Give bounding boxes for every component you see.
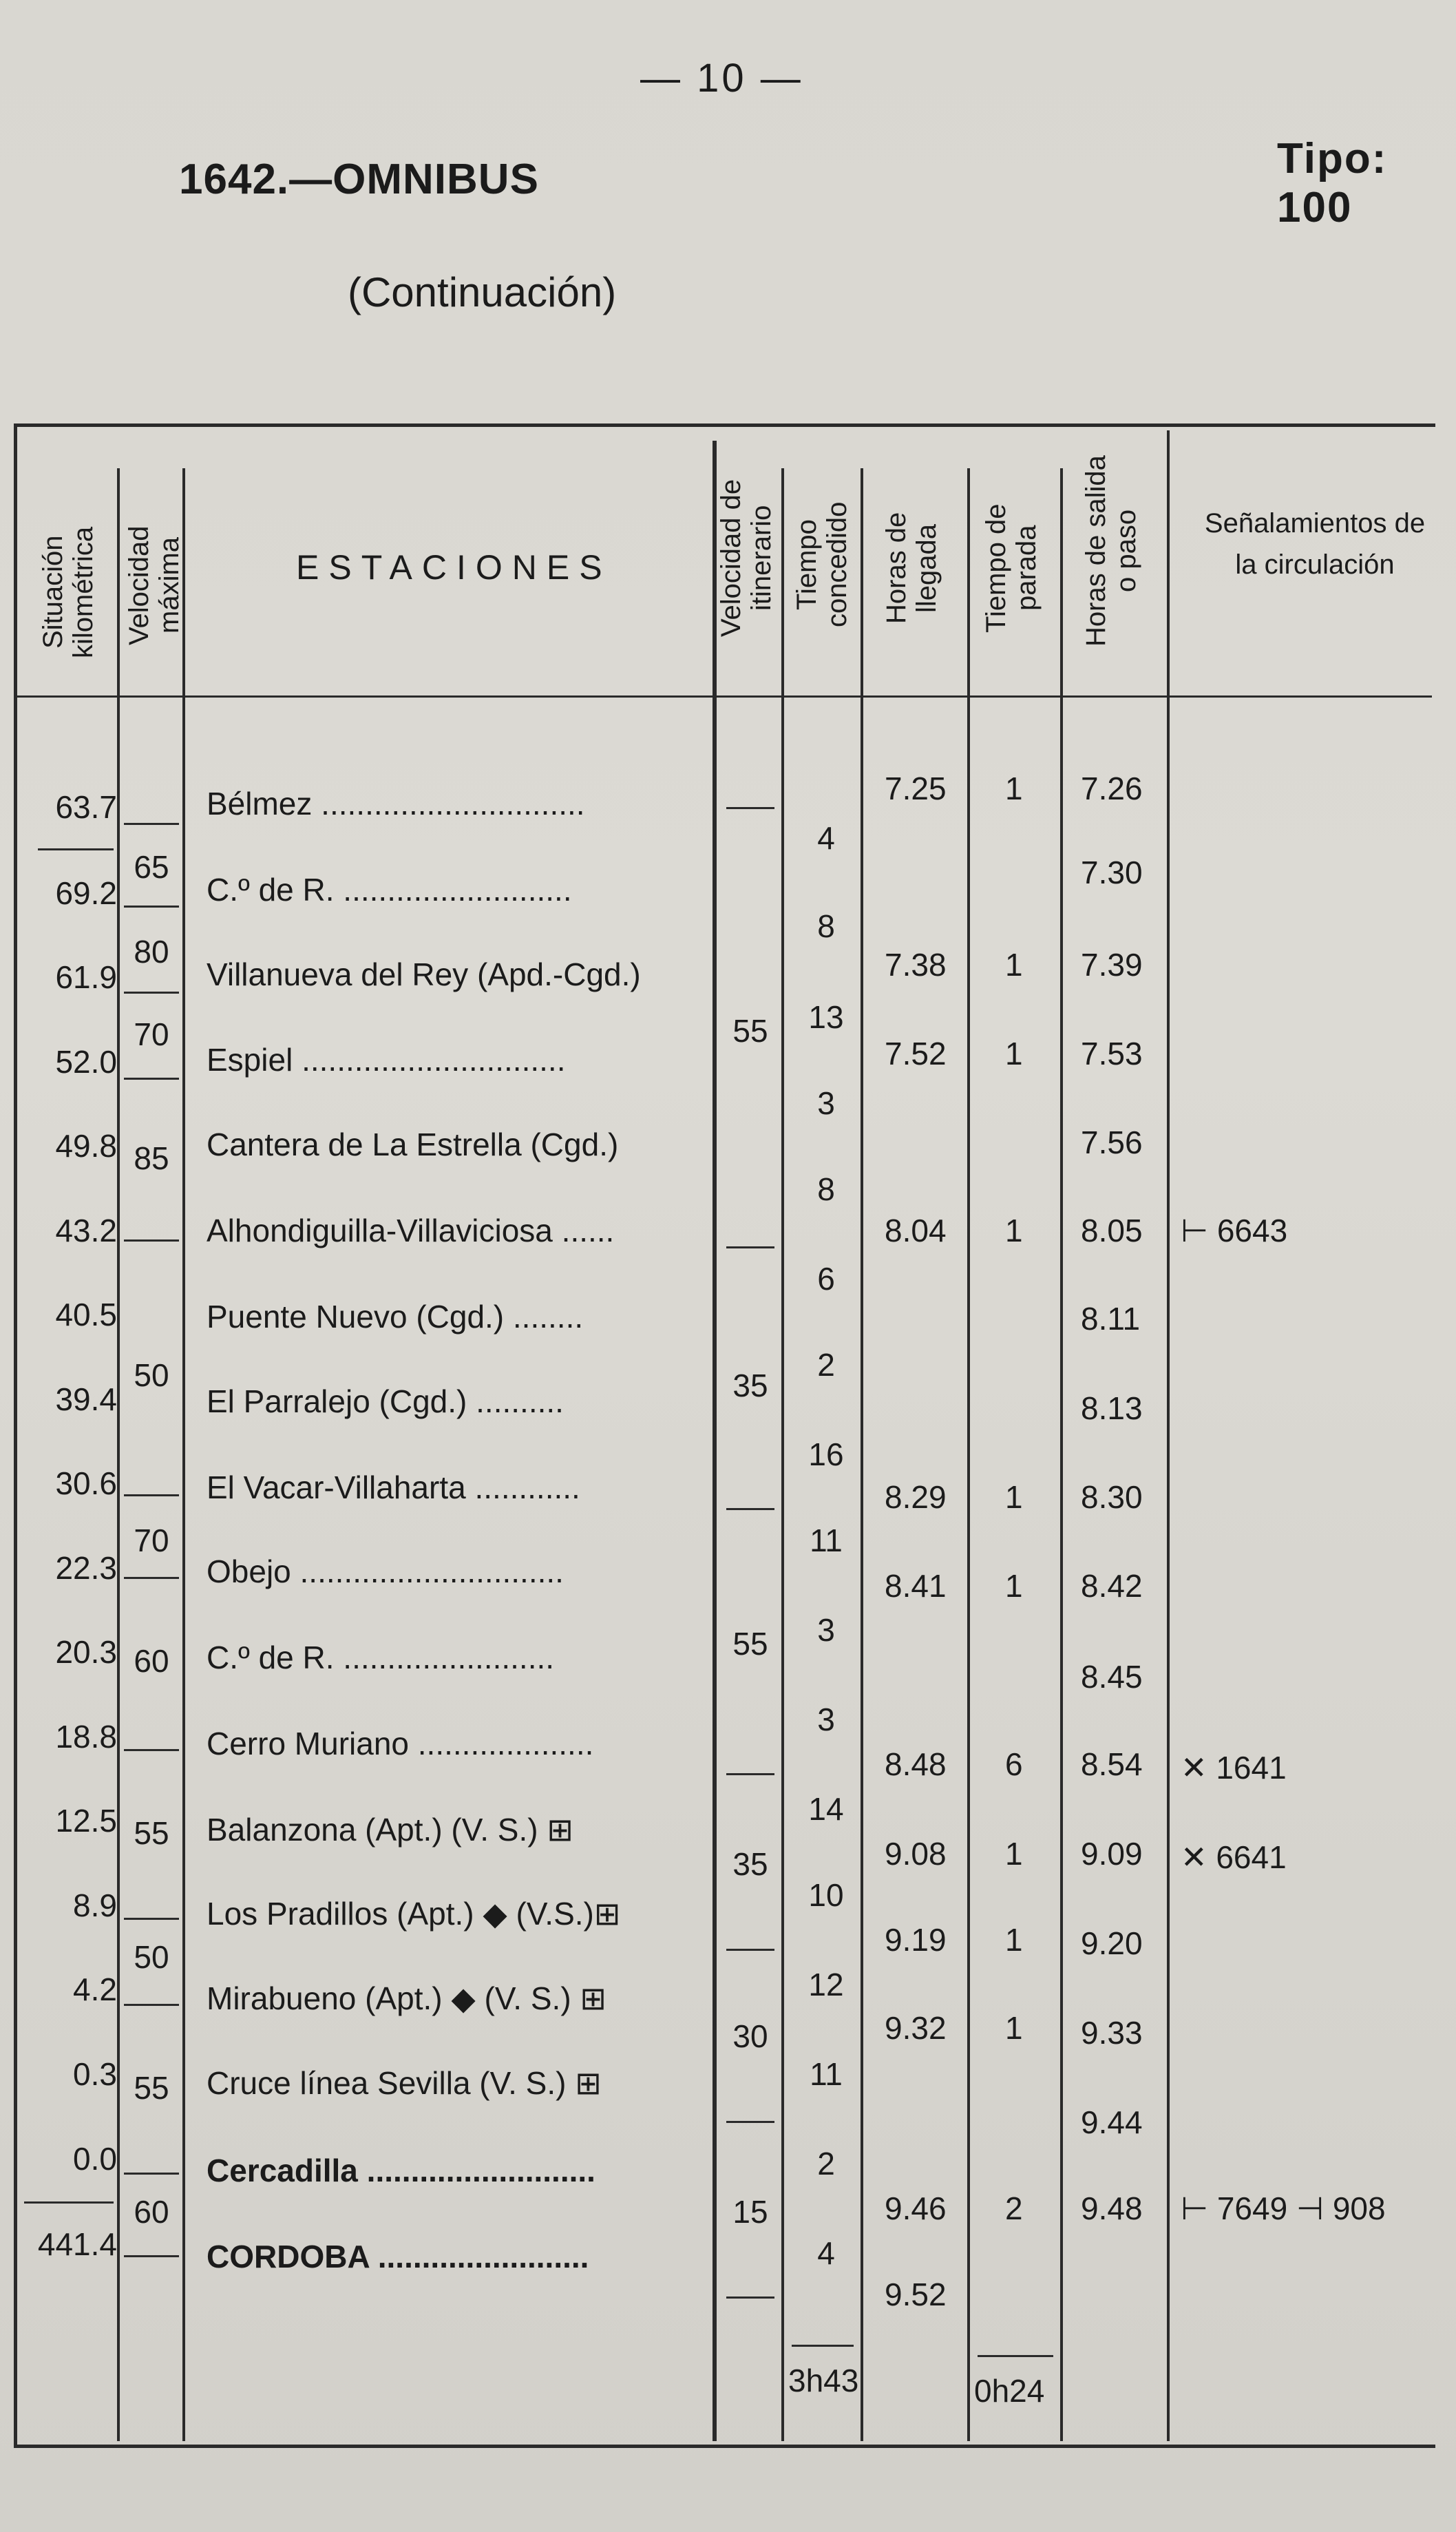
vmax-value: 50 [134, 1939, 169, 1975]
vmax-value: 70 [134, 1016, 169, 1052]
row-km: 4.2 [73, 1971, 117, 2007]
total-separator [978, 2355, 1053, 2357]
tiempo-value: 11 [810, 1523, 843, 1558]
vmax-value: 70 [134, 1523, 169, 1558]
vmax-separator [124, 1494, 179, 1496]
tiempo-value: 2 [817, 1347, 835, 1383]
row-station: Alhondiguilla-Villaviciosa ...... [207, 1213, 615, 1248]
row-km: 40.5 [55, 1297, 117, 1332]
row-parada: 1 [1005, 1213, 1023, 1248]
row-salida: 9.09 [1081, 1836, 1143, 1872]
row-llegada: 8.04 [885, 1213, 947, 1248]
row-salida: 8.54 [1081, 1746, 1143, 1782]
tiempo-value: 3 [817, 1612, 835, 1648]
column-divider [1167, 430, 1170, 2441]
vitin-value: 35 [732, 1368, 768, 1403]
row-senal: ⊢ 6643 [1181, 1213, 1288, 1248]
row-km: 49.8 [55, 1128, 117, 1164]
header-estaciones: ESTACIONES [296, 548, 612, 587]
row-salida: 8.30 [1081, 1479, 1143, 1515]
row-salida: 8.45 [1081, 1659, 1143, 1695]
row-km: 8.9 [73, 1887, 117, 1923]
vmax-separator [124, 1918, 179, 1920]
row-salida: 8.42 [1081, 1568, 1143, 1604]
vitin-value: 30 [732, 2018, 768, 2054]
row-salida: 8.13 [1081, 1390, 1143, 1426]
header-horas-salida: Horas de salida o paso [1081, 455, 1141, 647]
row-parada: 1 [1005, 1922, 1023, 1958]
tiempo-value: 11 [810, 2056, 843, 2092]
total-tiempo-parada: 0h24 [974, 2373, 1045, 2409]
tiempo-value: 4 [817, 2235, 835, 2271]
tiempo-value: 2 [817, 2146, 835, 2182]
column-divider [781, 468, 784, 2441]
continuation-label: (Continuación) [348, 269, 617, 315]
tiempo-value: 3 [817, 1085, 835, 1121]
row-station: Mirabueno (Apt.) ◆ (V. S.) ⊞ [207, 1980, 606, 2016]
row-salida: 7.56 [1081, 1124, 1143, 1160]
row-senal: ✕ 1641 [1181, 1750, 1287, 1786]
row-parada: 1 [1005, 771, 1023, 806]
row-senal: ⊢ 7649 ⊣ 908 [1181, 2190, 1386, 2226]
row-station: Balanzona (Apt.) (V. S.) ⊞ [207, 1812, 573, 1848]
vmax-value: 60 [134, 2194, 169, 2230]
row-station: Cruce línea Sevilla (V. S.) ⊞ [207, 2065, 602, 2101]
row-salida: 7.53 [1081, 1036, 1143, 1071]
row-station: Villanueva del Rey (Apd.-Cgd.) [207, 956, 641, 992]
row-llegada: 9.19 [885, 1922, 947, 1958]
row-parada: 6 [1005, 1746, 1023, 1782]
tiempo-value: 16 [808, 1436, 844, 1472]
header-tiempo-concedido: Tiempo concedido [792, 501, 852, 628]
column-divider [713, 441, 717, 2441]
header-horas-llegada: Horas de llegada [881, 512, 942, 625]
tiempo-value: 10 [808, 1877, 844, 1913]
row-station: C.º de R. ........................ [207, 1640, 555, 1675]
row-km: 18.8 [55, 1719, 117, 1755]
tiempo-value: 6 [817, 1261, 835, 1297]
column-divider [182, 468, 185, 2441]
vitin-separator [726, 1246, 774, 1248]
vmax-value: 55 [134, 2070, 169, 2106]
row-llegada: 7.52 [885, 1036, 947, 1071]
vitin-value: 15 [732, 2194, 768, 2230]
vmax-value: 55 [134, 1815, 169, 1851]
row-km: 39.4 [55, 1381, 117, 1417]
column-divider [861, 468, 863, 2441]
row-parada: 1 [1005, 1568, 1023, 1604]
row-km: 30.6 [55, 1465, 117, 1501]
row-llegada: 9.32 [885, 2010, 947, 2046]
column-divider [967, 468, 970, 2441]
vitin-separator [726, 1773, 774, 1775]
row-llegada: 9.52 [885, 2277, 947, 2312]
header-velocidad-maxima: Velocidad máxima [124, 525, 184, 645]
row-km: 12.5 [55, 1803, 117, 1839]
row-station: Los Pradillos (Apt.) ◆ (V.S.)⊞ [207, 1896, 621, 1932]
vitin-value: 55 [732, 1626, 768, 1662]
row-station: Bélmez .............................. [207, 786, 585, 822]
row-separator [38, 848, 114, 850]
row-senal: ✕ 6641 [1181, 1839, 1287, 1875]
tiempo-value: 12 [808, 1967, 844, 2002]
row-salida: 8.11 [1081, 1301, 1141, 1337]
row-station: C.º de R. .......................... [207, 872, 572, 908]
row-salida: 9.33 [1081, 2015, 1143, 2051]
page-title: 1642.—OMNIBUS [179, 156, 539, 203]
total-separator [792, 2345, 854, 2347]
vmax-separator [124, 2173, 179, 2175]
header-tiempo-parada: Tiempo de parada [981, 503, 1042, 633]
vmax-value: 65 [134, 849, 169, 885]
row-llegada: 7.38 [885, 947, 947, 983]
vitin-separator [726, 1508, 774, 1510]
header-situacion: Situación kilométrica [38, 526, 98, 658]
tiempo-value: 13 [808, 999, 844, 1035]
vmax-separator [124, 1577, 179, 1579]
tiempo-value: 4 [817, 820, 835, 856]
row-parada: 2 [1005, 2190, 1023, 2226]
row-km: 43.2 [55, 1213, 117, 1248]
vmax-separator [124, 906, 179, 908]
row-km: 0.0 [73, 2141, 117, 2177]
row-km: 61.9 [55, 959, 117, 995]
row-parada: 1 [1005, 947, 1023, 983]
row-salida: 7.26 [1081, 771, 1143, 806]
row-llegada: 8.48 [885, 1746, 947, 1782]
header-velocidad-itinerario: Velocidad de itinerario [716, 479, 777, 637]
row-km: 63.7 [55, 789, 117, 825]
row-parada: 1 [1005, 2010, 1023, 2046]
row-salida: 8.05 [1081, 1213, 1143, 1248]
header-divider [17, 695, 1432, 698]
row-separator [24, 2201, 114, 2204]
row-km: 69.2 [55, 875, 117, 911]
row-station: CORDOBA ........................ [207, 2239, 589, 2274]
row-salida: 7.39 [1081, 947, 1143, 983]
vmax-value: 80 [134, 934, 169, 970]
column-divider [1060, 468, 1063, 2441]
vitin-value: 55 [732, 1013, 768, 1049]
vitin-separator [726, 807, 774, 809]
vmax-value: 50 [134, 1357, 169, 1393]
row-llegada: 8.41 [885, 1568, 947, 1604]
vmax-separator [124, 1239, 179, 1242]
row-salida: 9.48 [1081, 2190, 1143, 2226]
vmax-separator [124, 2255, 179, 2257]
row-km: 20.3 [55, 1634, 117, 1670]
row-station: Cerro Muriano .................... [207, 1726, 594, 1761]
vitin-separator [726, 2296, 774, 2299]
row-salida: 7.30 [1081, 855, 1143, 890]
row-llegada: 9.08 [885, 1836, 947, 1872]
row-station: Espiel .............................. [207, 1042, 566, 1078]
vmax-separator [124, 1749, 179, 1751]
row-km: 0.3 [73, 2056, 117, 2092]
row-station: Puente Nuevo (Cgd.) ........ [207, 1299, 584, 1335]
vmax-separator [124, 1078, 179, 1080]
row-station: El Parralejo (Cgd.) .......... [207, 1383, 564, 1419]
vitin-separator [726, 1949, 774, 1951]
row-salida: 9.20 [1081, 1925, 1143, 1961]
tiempo-value: 8 [817, 908, 835, 944]
row-station: Cantera de La Estrella (Cgd.) [207, 1127, 619, 1162]
total-tiempo-concedido: 3h43 [788, 2363, 859, 2398]
train-type: Tipo: 100 [1277, 135, 1388, 231]
vitin-separator [726, 2121, 774, 2123]
column-divider [117, 468, 120, 2441]
timetable-frame [14, 423, 1435, 2448]
row-km: 52.0 [55, 1044, 117, 1080]
row-llegada: 8.29 [885, 1479, 947, 1515]
vmax-separator [124, 823, 179, 825]
page-number: — 10 — [640, 56, 803, 101]
row-salida: 9.44 [1081, 2104, 1143, 2140]
row-parada: 1 [1005, 1036, 1023, 1071]
vmax-value: 85 [134, 1140, 169, 1176]
row-llegada: 7.25 [885, 771, 947, 806]
vitin-value: 35 [732, 1846, 768, 1882]
row-station: Obejo .............................. [207, 1553, 564, 1589]
row-parada: 1 [1005, 1836, 1023, 1872]
vmax-separator [124, 992, 179, 994]
row-llegada: 9.46 [885, 2190, 947, 2226]
row-km: 441.4 [37, 2226, 117, 2262]
header-senalamientos: Señalamientos de la circulación [1204, 508, 1426, 580]
row-station: El Vacar-Villaharta ............ [207, 1469, 580, 1505]
row-km: 22.3 [55, 1550, 117, 1586]
vmax-value: 60 [134, 1643, 169, 1679]
vmax-separator [124, 2004, 179, 2006]
row-station: Cercadilla .......................... [207, 2153, 595, 2188]
tiempo-value: 14 [808, 1791, 844, 1827]
tiempo-value: 3 [817, 1702, 835, 1737]
row-parada: 1 [1005, 1479, 1023, 1515]
tiempo-value: 8 [817, 1171, 835, 1207]
